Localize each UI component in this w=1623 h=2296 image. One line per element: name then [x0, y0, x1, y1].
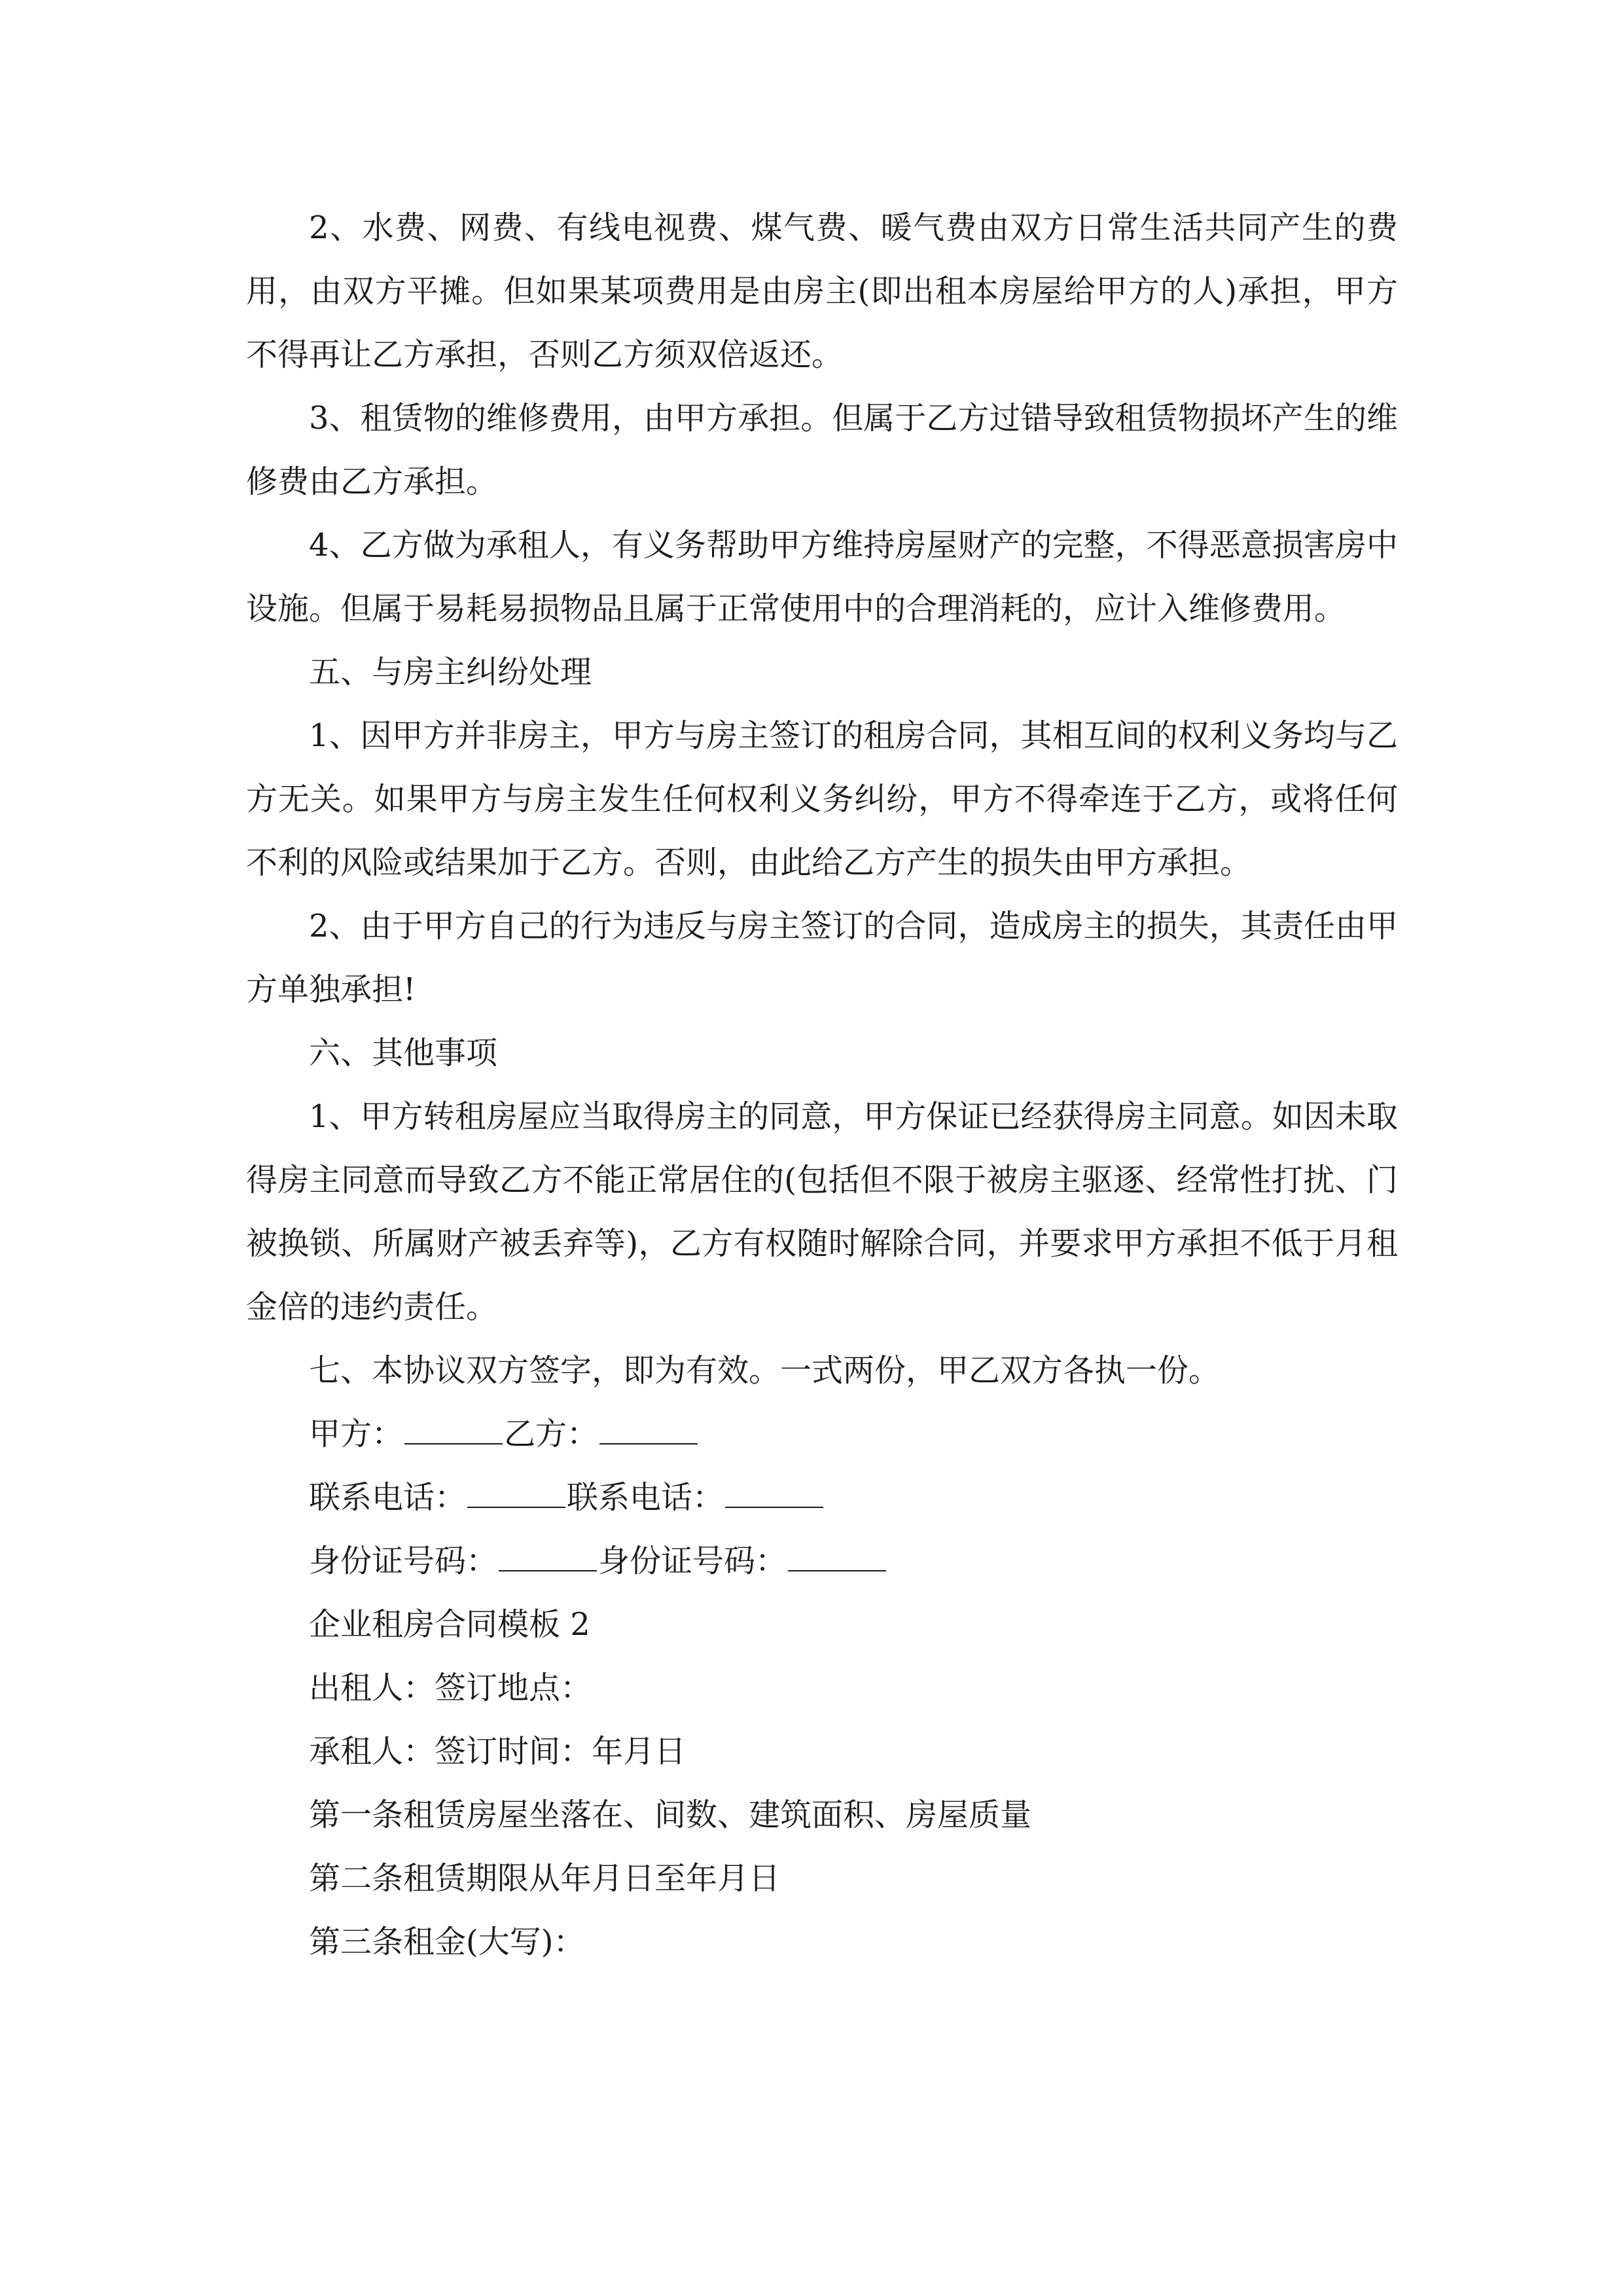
signature-row-party — [246, 1403, 1398, 1466]
template2-article3: 第三条租金(大写)： — [309, 1924, 585, 1960]
id-b-blank[interactable] — [788, 1544, 886, 1571]
document-body — [246, 196, 1398, 1974]
template2-article2: 第二条租赁期限从年月日至年月日 — [309, 1860, 781, 1897]
section-heading-other-matters: 六、其他事项 — [309, 1035, 498, 1071]
paragraph-dispute-1: 1、因甲方并非房主，甲方与房主签订的租房合同，其相互间的权利义务均与乙方无关。如果甲方与房主发生任何权利义务纠纷，甲方不得牵连于乙方，或将任何不利的风险或结果加于乙方。否则，由此给乙方产生的损失由甲方承担。 — [246, 717, 1398, 881]
paragraph-tenant-duty: 4、乙方做为承租人，有义务帮助甲方维持房屋财产的完整，不得恶意损害房中设施。但属于易耗易损物品且属于正常使用中的合理消耗的，应计入维修费用。 — [246, 527, 1398, 627]
section-heading-landlord-dispute: 五、与房主纠纷处理 — [309, 654, 592, 691]
phone-a-label: 联系电话： — [309, 1479, 467, 1516]
id-a-label: 身份证号码： — [309, 1543, 498, 1579]
party-b-label: 乙方： — [504, 1416, 599, 1452]
paragraph-repair-cost: 3、租赁物的维修费用，由甲方承担。但属于乙方过错导致租赁物损坏产生的维修费由乙方承担。 — [246, 400, 1398, 500]
party-a-label: 甲方： — [309, 1416, 404, 1452]
phone-b-blank[interactable] — [725, 1480, 823, 1508]
signature-row-phone — [246, 1466, 1398, 1530]
paragraph-effective-clause: 七、本协议双方签字，即为有效。一式两份，甲乙双方各执一份。 — [309, 1352, 1221, 1389]
signature-row-id — [246, 1530, 1398, 1593]
paragraph-dispute-2: 2、由于甲方自己的行为违反与房主签订的合同，造成房主的损失，其责任由甲方单独承担! — [246, 908, 1398, 1008]
paragraph-other-1: 1、甲方转租房屋应当取得房主的同意，甲方保证已经获得房主同意。如因未取得房主同意而导致乙方不能正常居住的(包括但不限于被房主驱逐、经常性打扰、门被换锁、所属财产被丢弃等)，乙方有权随时解除合同，并要求甲方承担不低于月租金倍的违约责任。 — [246, 1098, 1398, 1325]
party-b-blank[interactable] — [599, 1417, 698, 1444]
id-a-blank[interactable] — [499, 1544, 597, 1571]
template2-lessor: 出租人：签订地点： — [309, 1670, 592, 1706]
phone-a-blank[interactable] — [467, 1480, 565, 1508]
id-b-label: 身份证号码： — [598, 1543, 787, 1579]
template2-title: 企业租房合同模板 2 — [309, 1606, 590, 1643]
party-a-blank[interactable] — [404, 1417, 503, 1444]
paragraph-utilities: 2、水费、网费、有线电视费、煤气费、暖气费由双方日常生活共同产生的费用，由双方平摊。但如果某项费用是由房主(即出租本房屋给甲方的人)承担，甲方不得再让乙方承担，否则乙方须双倍返还。 — [246, 209, 1398, 373]
template2-article1: 第一条租赁房屋坐落在、间数、建筑面积、房屋质量 — [309, 1797, 1032, 1833]
template2-lessee: 承租人：签订时间：年月日 — [309, 1733, 687, 1770]
phone-b-label: 联系电话： — [567, 1479, 724, 1516]
